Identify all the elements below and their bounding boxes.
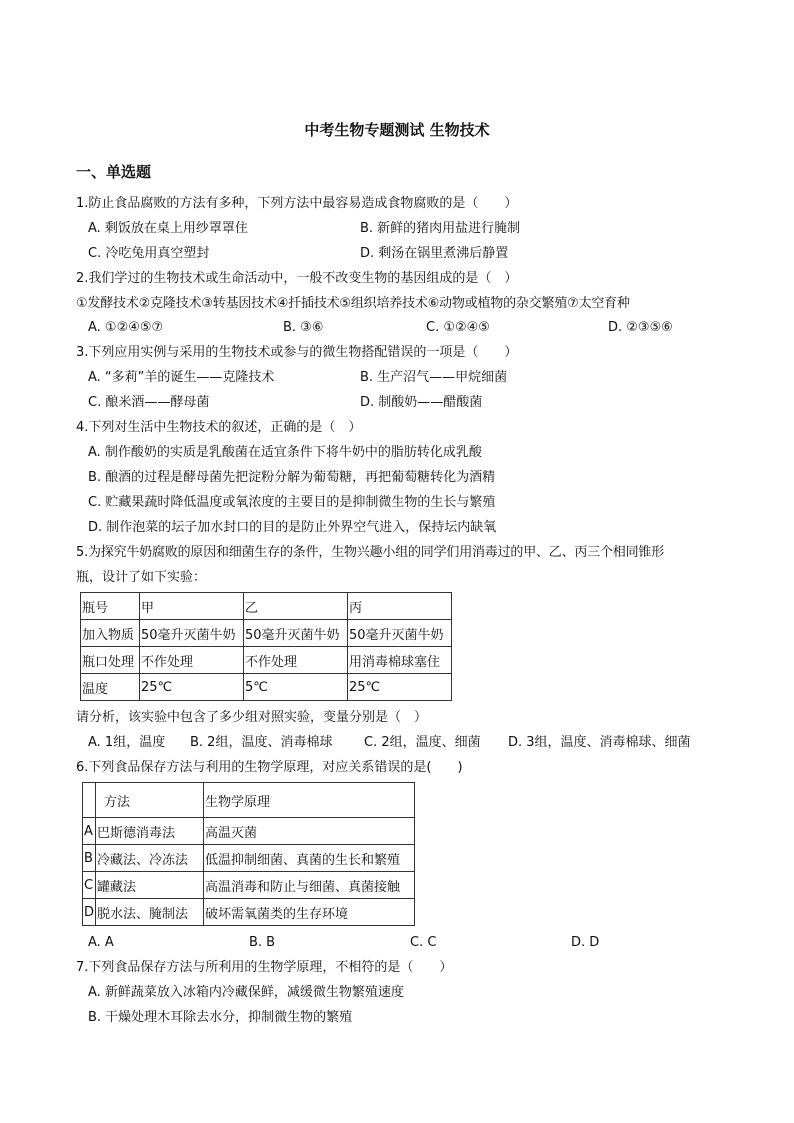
table-cell: D [83, 899, 96, 926]
table-row [83, 872, 415, 899]
table-cell: 用消毒棉球塞住 [348, 647, 452, 674]
question-2-stem: 2.我们学过的生物技术或生命活动中，一般不改变生物的基因组成的是（ ） [76, 271, 518, 286]
table-cell: 低温抑制细菌、真菌的生长和繁殖 [204, 845, 415, 872]
table-cell: 不作处理 [140, 647, 244, 674]
table-row [81, 620, 452, 647]
section-heading: 一、单选题 [76, 163, 152, 181]
table-cell: 瓶号 [81, 593, 140, 620]
question-5-ask: 请分析，该实验中包含了多少组对照实验，变量分别是（ ） [76, 710, 428, 725]
table-cell: 罐藏法 [96, 872, 204, 899]
table-cell: 方法 [96, 783, 204, 818]
question-3-option-c: C. 酿米酒——酵母菌 [88, 395, 210, 410]
question-7-option-a: A. 新鲜蔬菜放入冰箱内冷藏保鲜，减缓微生物繁殖速度 [88, 985, 404, 1000]
table-cell: 高温灭菌 [204, 818, 415, 845]
table-row [83, 818, 415, 845]
page-title: 中考生物专题测试 生物技术 [304, 121, 490, 139]
table-cell [83, 783, 96, 818]
table-cell: 50毫升灭菌牛奶 [140, 620, 244, 647]
table-cell: 25℃ [348, 674, 452, 701]
question-5-option-b: B. 2组，温度、消毒棉球 [190, 735, 333, 750]
question-1-option-d: D. 剩汤在锅里煮沸后静置 [360, 246, 509, 261]
table-cell: 破坏需氧菌类的生存环境 [204, 899, 415, 926]
question-5-stem-line-1: 5.为探究牛奶腐败的原因和细菌生存的条件，生物兴趣小组的同学们用消毒过的甲、乙、丙三个相同锥形 [76, 545, 665, 560]
experiment-table [80, 592, 452, 701]
question-3-option-d: D. 制酸奶——醋酸菌 [360, 395, 483, 410]
table-cell: 50毫升灭菌牛奶 [348, 620, 452, 647]
table-row [81, 647, 452, 674]
question-5-option-c: C. 2组，温度、细菌 [364, 735, 481, 750]
question-1-option-c: C. 冷吃兔用真空塑封 [88, 246, 210, 261]
question-6-option-d: D. D [571, 935, 600, 950]
table-cell: 加入物质 [81, 620, 140, 647]
table-cell: 温度 [81, 674, 140, 701]
question-4-option-a: A. 制作酸奶的实质是乳酸菌在适宜条件下将牛奶中的脂肪转化成乳酸 [88, 445, 482, 460]
question-6-stem: 6.下列食品保存方法与利用的生物学原理，对应关系错误的是( ) [76, 760, 463, 775]
table-cell: 瓶口处理 [81, 647, 140, 674]
question-1-stem: 1.防止食品腐败的方法有多种，下列方法中最容易造成食物腐败的是（ ） [76, 196, 518, 211]
table-cell: 巴斯德消毒法 [96, 818, 204, 845]
question-3-option-b: B. 生产沼气——甲烷细菌 [360, 370, 508, 385]
table-cell: 丙 [348, 593, 452, 620]
question-6-option-c: C. C [410, 935, 437, 950]
table-cell: B [83, 845, 96, 872]
table-row [83, 899, 415, 926]
question-7-option-b: B. 干燥处理木耳除去水分，抑制微生物的繁殖 [88, 1010, 353, 1025]
question-6-option-a: A. A [88, 935, 114, 950]
question-2-option-a: A. ①②④⑤⑦ [88, 320, 164, 335]
question-3-stem: 3.下列应用实例与采用的生物技术或参与的微生物搭配错误的一项是（ ） [76, 345, 518, 360]
table-cell: 50毫升灭菌牛奶 [244, 620, 348, 647]
question-4-option-d: D. 制作泡菜的坛子加水封口的目的是防止外界空气进入，保持坛内缺氧 [88, 520, 497, 535]
question-4-option-c: C. 贮藏果蔬时降低温度或氧浓度的主要目的是抑制微生物的生长与繁殖 [88, 495, 496, 510]
table-row [81, 674, 452, 701]
question-7-stem: 7.下列食品保存方法与所利用的生物学原理，不相符的是（ ） [76, 960, 453, 975]
table-cell: 高温消毒和防止与细菌、真菌接触 [204, 872, 415, 899]
preservation-table [82, 782, 415, 926]
table-cell: 生物学原理 [204, 783, 415, 818]
table-row [83, 783, 415, 818]
table-cell: 甲 [140, 593, 244, 620]
question-3-option-a: A. “多莉”羊的诞生——克隆技术 [88, 370, 275, 385]
question-2-option-d: D. ②③⑤⑥ [608, 320, 673, 335]
question-1-option-a: A. 剩饭放在桌上用纱罩罩住 [88, 221, 248, 236]
question-6-option-b: B. B [249, 935, 276, 950]
question-2-option-c: C. ①②④⑤ [426, 320, 490, 335]
table-cell: 冷藏法、冷冻法 [96, 845, 204, 872]
question-4-stem: 4.下列对生活中生物技术的叙述，正确的是（ ） [76, 420, 362, 435]
table-cell: 25℃ [140, 674, 244, 701]
question-2-list: ①发酵技术②克隆技术③转基因技术④扦插技术⑤组织培养技术⑥动物或植物的杂交繁殖⑦太空育种 [76, 296, 630, 311]
question-1-option-b: B. 新鲜的猪肉用盐进行腌制 [360, 221, 521, 236]
table-cell: C [83, 872, 96, 899]
table-cell: 乙 [244, 593, 348, 620]
table-cell: A [83, 818, 96, 845]
question-2-option-b: B. ③⑥ [283, 320, 324, 335]
question-5-stem-line-2: 瓶，设计了如下实验： [76, 570, 207, 585]
table-cell: 5℃ [244, 674, 348, 701]
table-row [83, 845, 415, 872]
question-5-option-a: A. 1组，温度 [88, 735, 166, 750]
question-4-option-b: B. 酿酒的过程是酵母菌先把淀粉分解为葡萄糖，再把葡萄糖转化为酒精 [88, 470, 496, 485]
table-row [81, 593, 452, 620]
table-cell: 脱水法、腌制法 [96, 899, 204, 926]
table-cell: 不作处理 [244, 647, 348, 674]
question-5-option-d: D. 3组，温度、消毒棉球、细菌 [508, 735, 691, 750]
